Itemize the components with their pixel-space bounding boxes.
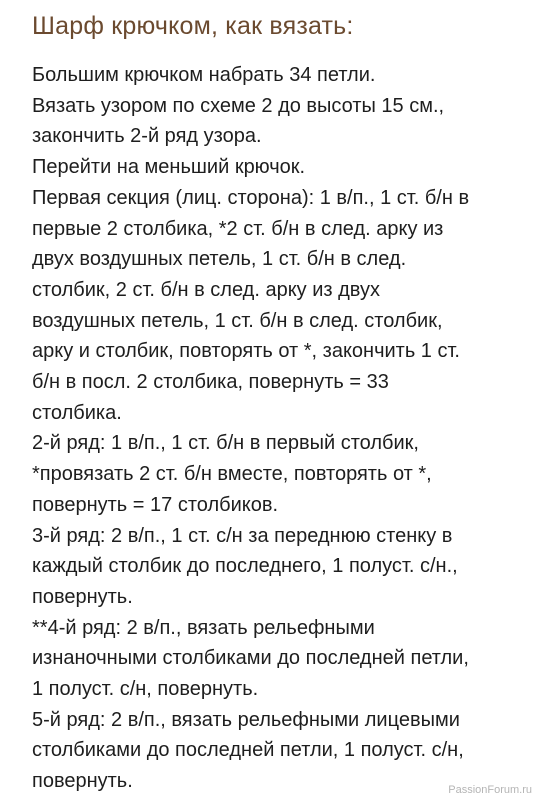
text-line: 5-й ряд: 2 в/п., вязать рельефными лицевыми xyxy=(32,708,460,731)
text-line: изнаночными столбиками до последней петли, xyxy=(32,647,469,670)
text-line: Большим крючком набрать 34 петли. xyxy=(32,64,376,86)
text-line: закончить 2-й ряд узора. xyxy=(32,125,262,148)
text-line: 1 полуст. с/н, повернуть. xyxy=(32,678,259,701)
text-line: Вязать узором по схеме 2 до высоты 15 см., xyxy=(32,94,445,117)
text-line: повернуть. xyxy=(32,585,133,608)
text-line: б/н в посл. 2 столбика, повернуть = 33 xyxy=(32,371,389,394)
text-line: столбика. xyxy=(32,401,122,424)
watermark: PassionForum.ru xyxy=(448,784,532,796)
article-body xyxy=(32,60,528,797)
text-line: 2-й ряд: 1 в/п., 1 ст. б/н в первый столбик, xyxy=(32,432,419,455)
text-line: **4-й ряд: 2 в/п., вязать рельефными xyxy=(32,616,375,639)
text-line: столбик, 2 ст. б/н в след. арку из двух xyxy=(32,278,380,301)
text-line: повернуть = 17 столбиков. xyxy=(32,493,279,516)
text-line: *провязать 2 ст. б/н вместе, повторять от *, xyxy=(32,463,432,486)
article-heading: Шарф крючком, как вязать: xyxy=(32,12,354,40)
text-line: воздушных петель, 1 ст. б/н в след. столбик, xyxy=(32,309,443,332)
text-line: 3-й ряд: 2 в/п., 1 ст. с/н за переднюю стенку в xyxy=(32,524,453,547)
text-line: каждый столбик до последнего, 1 полуст. с/н., xyxy=(32,555,458,578)
text-line: двух воздушных петель, 1 ст. б/н в след. xyxy=(32,248,407,271)
text-line: арку и столбик, повторять от *, закончить 1 ст. xyxy=(32,340,460,363)
text-line: первые 2 столбика, *2 ст. б/н в след. арку из xyxy=(32,217,444,240)
text-line: повернуть. xyxy=(32,770,133,793)
text-line: Первая секция (лиц. сторона): 1 в/п., 1 ст. б/н в xyxy=(32,186,470,209)
text-line: Перейти на меньший крючок. xyxy=(32,156,306,179)
text-line: столбиками до последней петли, 1 полуст. с/н, xyxy=(32,739,464,762)
